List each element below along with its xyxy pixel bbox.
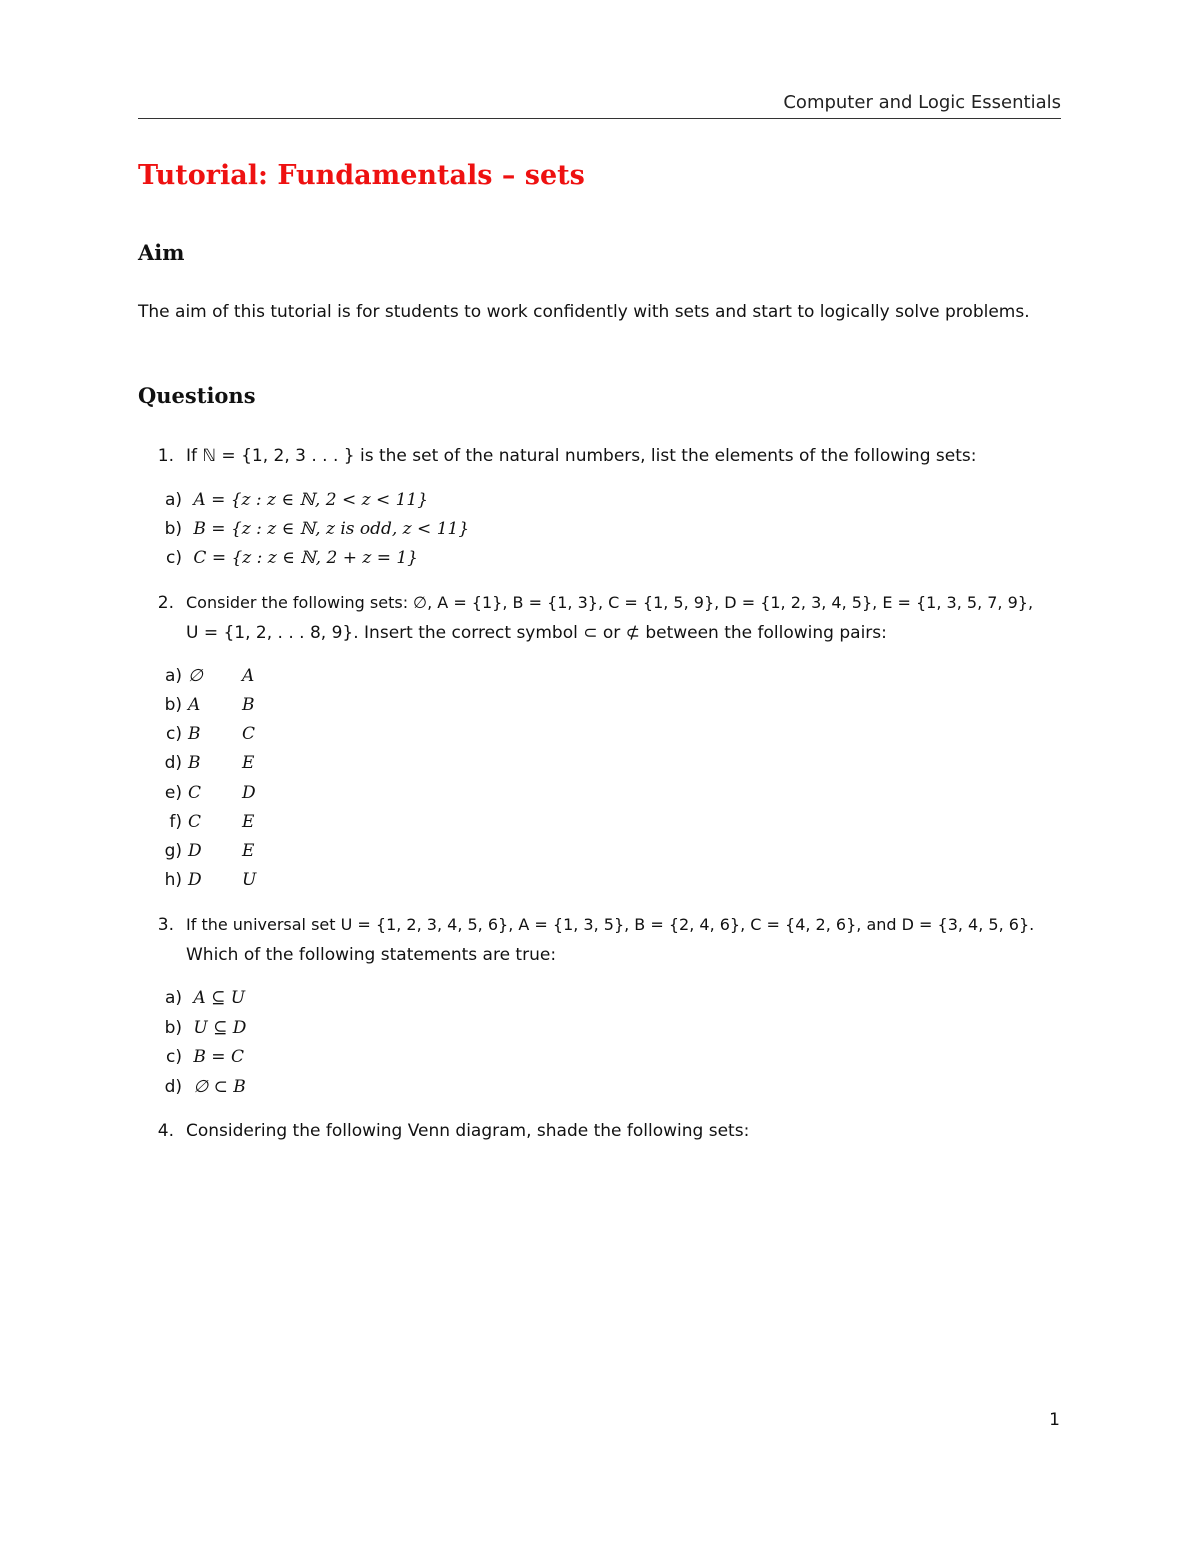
item-label: d) xyxy=(164,1077,182,1097)
item-label: a) xyxy=(164,988,182,1008)
q4-number: 4. xyxy=(157,1121,174,1141)
pair-right: E xyxy=(242,812,255,832)
course-title: Computer and Logic Essentials xyxy=(783,92,1061,113)
q2-item-c xyxy=(150,724,256,748)
q1-item-b xyxy=(150,519,469,543)
pair-left: D xyxy=(188,870,202,890)
item-label: d) xyxy=(164,753,182,773)
questions-heading: Questions xyxy=(138,383,256,408)
item-expr: U ⊆ D xyxy=(193,1018,247,1038)
item-label: b) xyxy=(164,695,182,715)
q3-text-line2: Which of the following statements are true: xyxy=(186,945,557,965)
q3-number: 3. xyxy=(157,915,174,935)
item-label: a) xyxy=(164,490,182,510)
aim-heading: Aim xyxy=(138,240,185,265)
item-label: h) xyxy=(164,870,182,890)
q2-item-a xyxy=(150,666,255,690)
q2-item-d xyxy=(150,753,255,777)
pair-right: D xyxy=(242,783,256,803)
item-expr: A ⊆ U xyxy=(193,988,246,1008)
q2-item-g xyxy=(150,841,255,865)
q3-item-c xyxy=(150,1047,244,1071)
q2-item-f xyxy=(150,812,255,836)
page-number: 1 xyxy=(1049,1410,1060,1430)
running-header xyxy=(138,92,1061,119)
item-label: c) xyxy=(166,724,182,744)
pair-left: ∅ xyxy=(188,666,203,686)
item-expr: ∅ ⊂ B xyxy=(193,1077,246,1097)
pair-right: U xyxy=(242,870,257,890)
page-title: Tutorial: Fundamentals – sets xyxy=(138,160,585,191)
pair-right: E xyxy=(242,753,255,773)
pair-right: A xyxy=(242,666,255,686)
q3-text-line1: If the universal set U = {1, 2, 3, 4, 5, 6}, A = {1, 3, 5}, B = {2, 4, 6}, C = {4, 2, 6}, and D = {3, 4, 5, 6}. xyxy=(186,915,1035,934)
item-label: c) xyxy=(166,1047,182,1067)
q1-item-c xyxy=(150,548,418,572)
pair-left: C xyxy=(188,812,202,832)
q2-item-h xyxy=(150,870,257,894)
item-label: b) xyxy=(164,519,182,539)
item-label: g) xyxy=(164,841,182,861)
pair-left: A xyxy=(188,695,201,715)
q1-number: 1. xyxy=(157,446,174,466)
item-label: a) xyxy=(164,666,182,686)
item-expr: B = {z : z ∈ ℕ, z is odd, z < 11} xyxy=(193,519,470,539)
q2-number: 2. xyxy=(157,593,174,613)
item-expr: B = C xyxy=(193,1047,244,1067)
q1-item-a xyxy=(150,490,428,514)
q2-item-b xyxy=(150,695,255,719)
pair-left: D xyxy=(188,841,202,861)
aim-text: The aim of this tutorial is for students to work confidently with sets and start to logically solve problems. xyxy=(138,302,1030,322)
pair-left: B xyxy=(188,753,201,773)
q3-item-d xyxy=(150,1077,246,1101)
item-expr: A = {z : z ∈ ℕ, 2 < z < 11} xyxy=(193,490,429,510)
item-label: e) xyxy=(164,783,182,803)
q3-item-b xyxy=(150,1018,246,1042)
pair-left: B xyxy=(188,724,201,744)
pair-left: C xyxy=(188,783,202,803)
item-label: f) xyxy=(169,812,182,832)
pair-right: E xyxy=(242,841,255,861)
pair-right: B xyxy=(242,695,255,715)
q4-text: Considering the following Venn diagram, shade the following sets: xyxy=(186,1121,750,1141)
q2-item-e xyxy=(150,783,256,807)
pair-right: C xyxy=(242,724,256,744)
q2-text-line1: Consider the following sets: ∅, A = {1}, B = {1, 3}, C = {1, 5, 9}, D = {1, 2, 3, 4, 5}, E = {1, 3, 5, 7, 9}, xyxy=(186,593,1034,612)
q2-text-line2: U = {1, 2, . . . 8, 9}. Insert the correct symbol ⊂ or ⊄ between the following pairs: xyxy=(186,623,887,643)
q1-text: If ℕ = {1, 2, 3 . . . } is the set of the natural numbers, list the elements of the following sets: xyxy=(186,446,977,466)
item-label: b) xyxy=(164,1018,182,1038)
item-expr: C = {z : z ∈ ℕ, 2 + z = 1} xyxy=(193,548,418,568)
q3-item-a xyxy=(150,988,245,1012)
item-label: c) xyxy=(166,548,182,568)
